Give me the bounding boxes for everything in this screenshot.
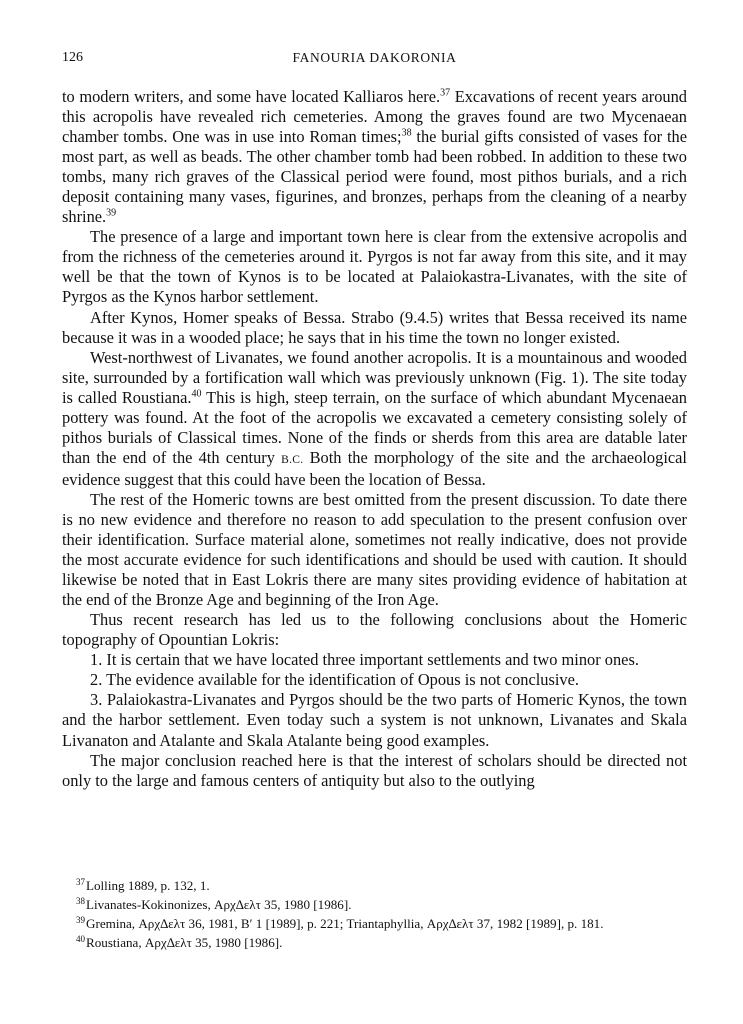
body-text (62, 87, 687, 791)
page-number: 126 (62, 50, 83, 65)
paragraph-2: The presence of a large and important town here is clear from the extensive acropolis and from the richness of the cemeteries around it. Pyrgos is not far away from this site, and it may well be that the town of Kynos is to be located at Palaiokastra-Livanates, with the site of Pyrgos as the Kynos harbor settlement. (62, 227, 687, 307)
paragraph-10: The major conclusion reached here is that the interest of scholars should be directed not only to the large and famous centers of antiquity but also to the outlying (62, 750, 687, 790)
footnote-ref-39[interactable]: 39 (106, 207, 117, 219)
paragraph-4: West-northwest of Livanates, we found another acropolis. It is a mountainous and wooded site, surrounded by a fortification wall which was previously unknown (Fig. 1). The site today is called Roustiana.$^{40}$ This is high, steep terrain, on the surface of which abundant Mycenaean pottery was found. At the foot of the acropolis we excavated a cemetery consisting solely of pithos burials of Classical times. None of the finds or sherds from this area are datable later than the end of the 4th century B.C. Both the morphology of the site and the archaeological evidence suggest that this could have been the location of Bessa. (62, 347, 687, 489)
list-item-1: 1. It is certain that we have located three important settlements and two minor ones. (90, 650, 639, 670)
footnote-ref-38[interactable]: 38 (401, 127, 412, 139)
era-abbreviation: B.C. (281, 453, 304, 466)
footnote-ref-37[interactable]: 37 (440, 87, 451, 99)
footnote-39: $^{39}$Gremina, Αρχ∆ελτ 36, 1981, B′ 1 [1989], p. 221; Triantaphyllia, Αρχ∆ελτ 37, 1982 [1989], p. 181. (76, 914, 604, 931)
footnote-37: $^{37}$Lolling 1889, p. 132, 1. (76, 876, 210, 893)
paragraph-5: The rest of the Homeric towns are best omitted from the present discussion. To date there is no new evidence and therefore no reason to add speculation to the present confusion over their identification. Surface material alone, sometimes not really indicative, does not provide the most accurate evidence for such identifications and should be used with caution. It should likewise be noted that in East Lokris there are many sites providing evidence of habitation at the end of the Bronze Age and beginning of the Iron Age. (62, 489, 687, 610)
list-item-2: 2. The evidence available for the identification of Opous is not conclusive. (90, 670, 579, 690)
footnote-ref-40[interactable]: 40 (191, 388, 202, 400)
footnotes (62, 876, 687, 952)
footnote-40: $^{40}$Roustiana, Αρχ∆ελτ 35, 1980 [1986]. (76, 933, 283, 950)
running-head: FANOURIA DAKORONIA (292, 50, 457, 65)
list-item-3: 3. Palaiokastra-Livanates and Pyrgos should be the two parts of Homeric Kynos, the town and the harbor settlement. Even today such a system is not unknown, Livanates and Skala Livanaton and Atalante and Skala Atalante being good examples. (62, 690, 687, 750)
paragraph-3: After Kynos, Homer speaks of Bessa. Strabo (9.4.5) writes that Bessa received its name because it was in a wooded place; he says that in his time the town no longer existed. (62, 307, 687, 347)
paragraph-1: to modern writers, and some have located Kalliaros here.$^{37}$ Excavations of recent years around this acropolis have revealed rich cemeteries. Among the graves found are two Mycenaean chamber tombs. One was in use into Roman times;$^{38}$ the burial gifts consisted of vases for the most part, as well as beads. The other chamber tomb had been robbed. In addition to these two tombs, many rich graves of the Classical period were found, most pithos burials, and a rich deposit containing many vases, figurines, and bronzes, perhaps from the cleaning of a nearby shrine.$^{39}$ (62, 87, 687, 227)
footnote-38: $^{38}$Livanates-Kokinonizes, Αρχ∆ελτ 35, 1980 [1986]. (76, 895, 352, 912)
paragraph-6: Thus recent research has led us to the following conclusions about the Homeric topography of Opountian Lokris: (62, 610, 687, 650)
page-header (62, 50, 687, 70)
